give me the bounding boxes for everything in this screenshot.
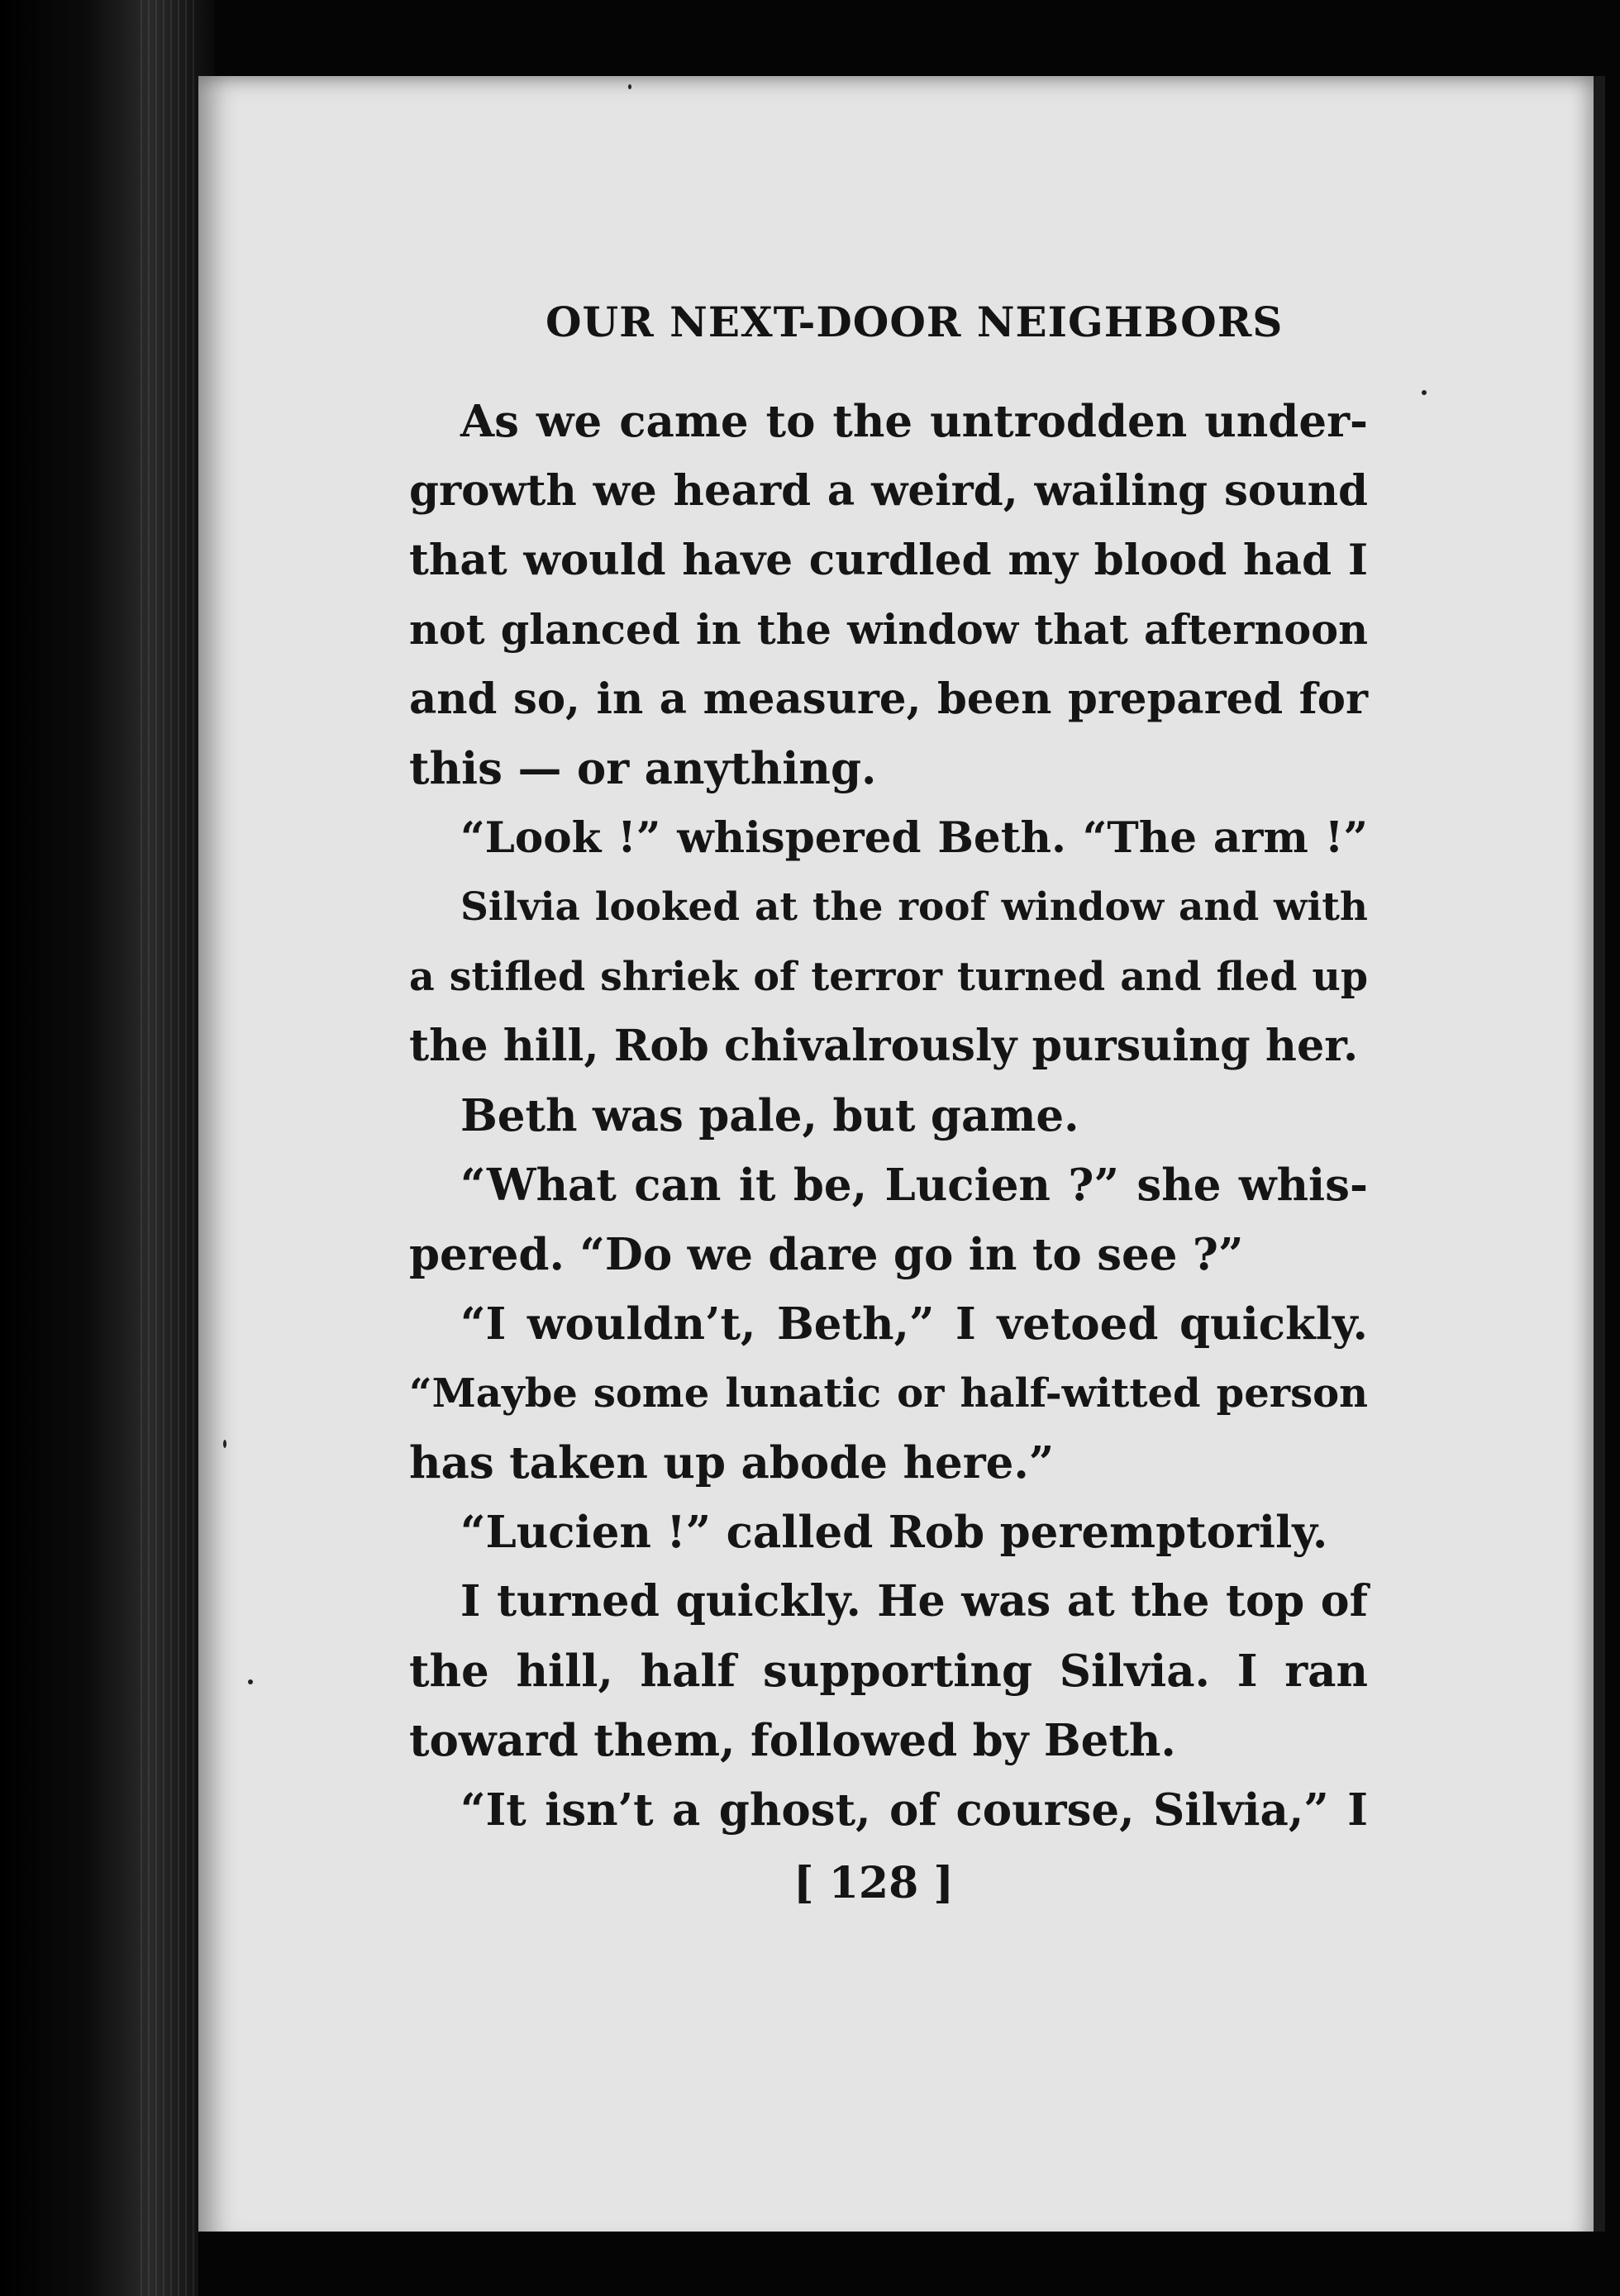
scan-speck bbox=[223, 1440, 226, 1448]
text-line: “It isn’t a ghost, of course, Silvia,” I bbox=[460, 1784, 1368, 1836]
scan-speck bbox=[248, 1679, 253, 1684]
book-spine-edge bbox=[0, 0, 215, 2296]
text-line: that would have curdled my blood had I bbox=[409, 536, 1368, 585]
running-head: OUR NEXT-DOOR NEIGHBORS bbox=[546, 298, 1284, 346]
text-line: growth we heard a weird, wailing sound bbox=[409, 466, 1368, 516]
text-line: this — or anything. bbox=[409, 743, 877, 794]
text-line: pered. “Do we dare go in to see ?” bbox=[409, 1229, 1244, 1280]
text-line: “What can it be, Lucien ?” she whis- bbox=[460, 1160, 1368, 1211]
text-line: As we came to the untrodden under- bbox=[460, 396, 1368, 447]
text-line: “I wouldn’t, Beth,” I vetoed quickly. bbox=[460, 1298, 1368, 1350]
body-text bbox=[409, 387, 1368, 1845]
scan-speck bbox=[1422, 390, 1427, 395]
text-line: Silvia looked at the roof window and with bbox=[460, 884, 1368, 930]
text-line: “Look !” whispered Beth. “The arm !” bbox=[460, 813, 1368, 863]
text-line: has taken up abode here.” bbox=[409, 1437, 1055, 1489]
text-line: and so, in a measure, been prepared for bbox=[409, 674, 1368, 724]
text-line: the hill, half supporting Silvia. I ran bbox=[409, 1646, 1368, 1697]
text-line: not glanced in the window that afternoon bbox=[409, 606, 1368, 654]
text-line: the hill, Rob chivalrously pursuing her. bbox=[409, 1021, 1359, 1071]
text-line: Beth was pale, but game. bbox=[460, 1090, 1079, 1141]
scan-speck bbox=[628, 84, 631, 89]
text-line: toward them, followed by Beth. bbox=[409, 1715, 1176, 1766]
page-number: [ 128 ] bbox=[793, 1858, 954, 1908]
text-line: “Lucien !” called Rob peremptorily. bbox=[460, 1507, 1328, 1558]
text-line: “Maybe some lunatic or half-witted person bbox=[409, 1370, 1368, 1417]
scan-bottom-edge bbox=[198, 2232, 1620, 2296]
text-line: a stifled shriek of terror turned and fled up bbox=[409, 954, 1368, 1000]
text-line: I turned quickly. He was at the top of bbox=[460, 1576, 1368, 1627]
